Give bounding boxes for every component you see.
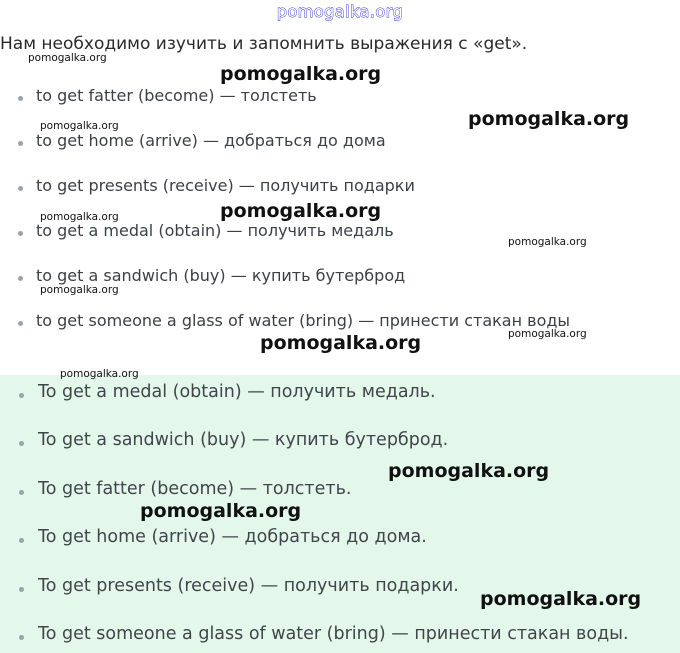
watermark: pomogalka.org <box>468 108 630 130</box>
bullet-icon <box>18 141 23 146</box>
list-item: to get presents (receive) — получить подарки <box>36 176 415 195</box>
watermark: pomogalka.org <box>508 236 587 248</box>
watermark: pomogalka.org <box>260 332 422 354</box>
watermark: pomogalka.org <box>220 63 382 85</box>
watermark: pomogalka.org <box>40 284 119 296</box>
list-item: To get a medal (obtain) — получить медаль. <box>38 382 436 402</box>
watermark: pomogalka.org <box>480 588 642 610</box>
list-item: To get presents (receive) — получить подарки. <box>38 576 459 596</box>
bullet-icon <box>19 587 24 592</box>
watermark: pomogalka.org <box>60 368 139 380</box>
watermark: pomogalka.org <box>508 328 587 340</box>
bullet-icon <box>18 231 23 236</box>
list-item: to get someone a glass of water (bring) — принести стакан воды <box>36 311 571 330</box>
watermark: pomogalka.org <box>40 211 119 223</box>
list-item: To get fatter (become) — толстеть. <box>38 479 352 499</box>
green-answer-panel <box>0 375 680 653</box>
bullet-icon <box>18 186 23 191</box>
bullet-icon <box>18 321 23 326</box>
list-item: to get a sandwich (buy) — купить бутерброд <box>36 266 406 285</box>
watermark: pomogalka.org <box>40 120 119 132</box>
site-logo[interactable]: pomogalka.org <box>276 2 404 21</box>
list-item: to get fatter (become) — толстеть <box>36 86 317 105</box>
list-item: To get home (arrive) — добраться до дома. <box>38 527 427 547</box>
bullet-icon <box>19 441 24 446</box>
bullet-icon <box>18 96 23 101</box>
bullet-icon <box>19 538 24 543</box>
list-item: to get home (arrive) — добраться до дома <box>36 131 386 150</box>
watermark: pomogalka.org <box>388 460 550 482</box>
intro-text: Нам необходимо изучить и запомнить выражения с «get». <box>0 34 528 54</box>
list-item: To get a sandwich (buy) — купить бутерброд. <box>38 430 449 450</box>
bullet-icon <box>19 393 24 398</box>
list-item: To get someone a glass of water (bring) — принести стакан воды. <box>38 624 629 644</box>
bullet-icon <box>19 635 24 640</box>
watermark: pomogalka.org <box>28 52 107 64</box>
bullet-icon <box>19 490 24 495</box>
watermark: pomogalka.org <box>220 200 382 222</box>
watermark: pomogalka.org <box>140 500 302 522</box>
bullet-icon <box>18 276 23 281</box>
list-item: to get a medal (obtain) — получить медаль <box>36 221 394 240</box>
